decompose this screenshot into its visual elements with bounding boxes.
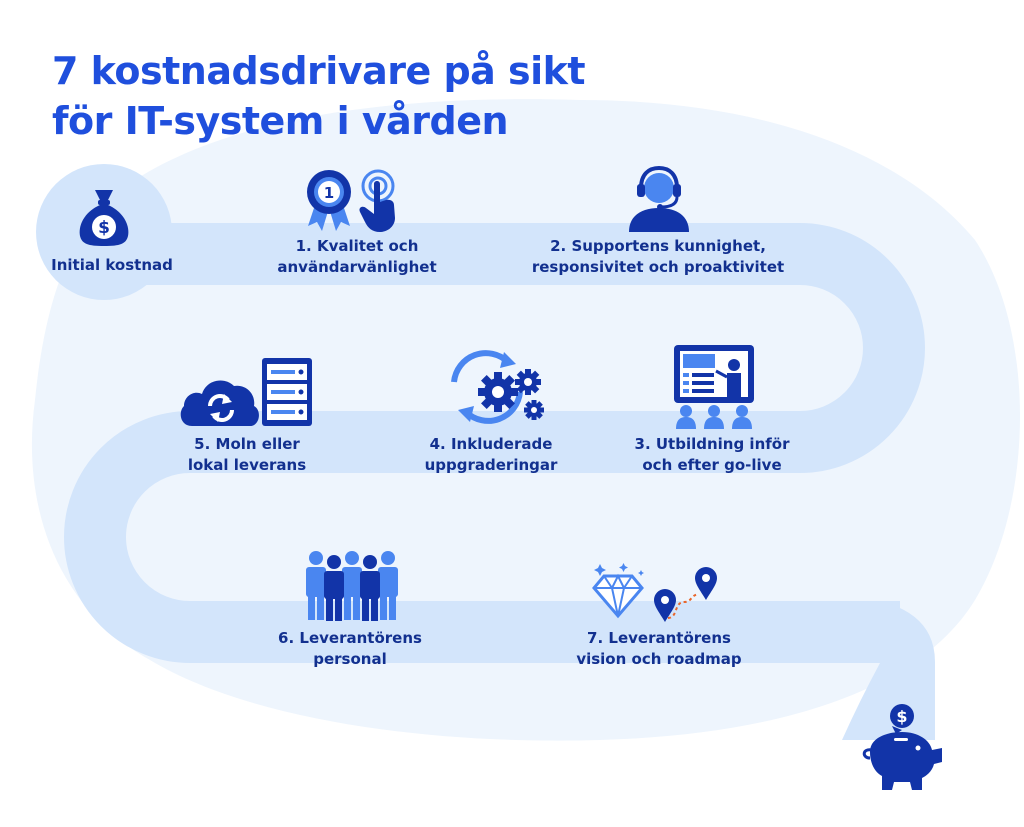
award-ribbon-and-click-icon bbox=[302, 168, 404, 234]
step-1-label: 1. Kvalitet och användarvänlighet bbox=[277, 237, 437, 276]
money-bag-icon bbox=[78, 188, 130, 248]
step-3-label: 3. Utbildning inför och efter go-live bbox=[634, 435, 790, 474]
gears-refresh-icon bbox=[442, 348, 546, 424]
svg-text:$: $ bbox=[98, 218, 110, 238]
step-4-label: 4. Inkluderade uppgraderingar bbox=[424, 435, 558, 474]
training-presentation-icon bbox=[672, 343, 756, 429]
svg-text:$: $ bbox=[896, 707, 908, 726]
step-7-label: 7. Leverantörens vision och roadmap bbox=[576, 629, 742, 668]
title-line-1: 7 kostnadsdrivare på sikt bbox=[52, 49, 586, 93]
step-5-label: 5. Moln eller lokal leverans bbox=[187, 435, 307, 474]
cloud-sync-and-server-icon bbox=[178, 356, 316, 428]
start-label: Initial kostnad bbox=[51, 256, 173, 274]
title-line-2: för IT-system i vården bbox=[52, 99, 509, 143]
svg-text:1: 1 bbox=[323, 184, 335, 202]
diamond-and-map-pins-icon bbox=[588, 562, 722, 626]
step-2-label: 2. Supportens kunnighet, responsivitet och proaktivitet bbox=[531, 237, 785, 276]
page-title bbox=[52, 46, 585, 146]
step-6-label: 6. Leverantörens personal bbox=[278, 629, 422, 668]
people-group-icon bbox=[302, 550, 402, 622]
piggy-bank-icon bbox=[856, 702, 948, 794]
support-agent-headset-icon bbox=[627, 164, 691, 232]
